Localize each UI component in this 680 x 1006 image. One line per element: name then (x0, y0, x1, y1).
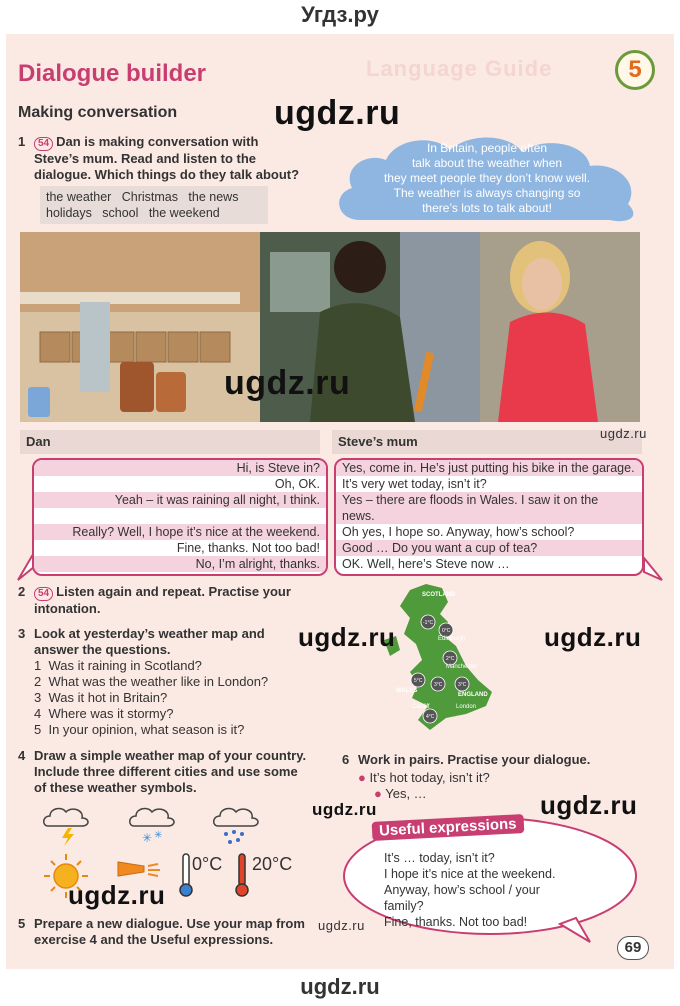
exercise-text: Include three different cities and use some (34, 764, 298, 779)
map-label: London (456, 704, 477, 710)
question-number: 3 (34, 690, 42, 705)
map-label: Cardiff (412, 704, 430, 710)
dan-speech-box (32, 458, 328, 576)
exercise-number: 6 (342, 752, 350, 767)
dan-line: Yeah – it was raining all night, I think. (34, 492, 326, 508)
exercise-number: 3 (18, 626, 26, 641)
exercise-1 (18, 134, 318, 184)
svg-text:✳: ✳ (154, 830, 163, 841)
cloud-line: The weather is always changing so (393, 186, 581, 200)
site-footer: ugdz.ru (300, 974, 380, 999)
map-temp: -1°C (423, 620, 434, 626)
speech-icon: ● (358, 770, 366, 785)
exercise-4 (18, 748, 338, 800)
hot-thermometer-icon (234, 852, 250, 898)
unit-number: 5 (628, 56, 642, 83)
useful-expressions-title: Useful expressions (372, 814, 524, 841)
audio-track-icon[interactable]: 54 (34, 587, 53, 601)
watermark: ugdz.ru (68, 880, 166, 910)
watermark: ugdz.ru (274, 94, 401, 132)
question-item (34, 722, 268, 738)
useful-line: family? (384, 899, 424, 913)
map-temp: 3°C (434, 682, 443, 688)
mum-speech-box (334, 458, 644, 576)
question-item (34, 658, 268, 674)
watermark: ugdz.ru (318, 918, 365, 933)
snow-icon (130, 809, 174, 845)
map-temp: 5°C (414, 678, 423, 684)
dialogue-header-dan: Dan (20, 430, 320, 454)
dialogue-header-mum: Steve’s mum (332, 430, 642, 454)
svg-text:✳: ✳ (142, 831, 153, 845)
map-temp: 3°C (458, 682, 467, 688)
map-label: WALES (396, 688, 418, 694)
exercise-text: Draw a simple weather map of your country. (34, 748, 307, 763)
cloud-line: there’s lots to talk about! (422, 201, 552, 215)
exercise-5 (18, 916, 338, 950)
map-temp: 4°C (426, 714, 435, 720)
uk-weather-map (382, 580, 512, 740)
speech-tail-right (642, 554, 666, 584)
mum-line: Yes, come in. He’s just putting his bike in the garage. (336, 460, 642, 476)
textbook-page (6, 34, 674, 969)
dan-line: No, I’m alright, thanks. (34, 556, 326, 572)
useful-line: I hope it’s nice at the weekend. (384, 867, 556, 881)
watermark: ugdz.ru (600, 426, 647, 441)
dan-line (34, 508, 326, 524)
exercise-text: Work in pairs. Practise your dialogue. (358, 752, 591, 767)
exercise-text: answer the questions. (34, 642, 171, 657)
mum-line: It’s very wet today, isn’t it? (342, 477, 487, 491)
question-number: 1 (34, 658, 42, 673)
mum-line: news. (336, 508, 642, 524)
useful-line: Anyway, how’s school / your (384, 883, 540, 897)
map-label: Edinburgh (438, 636, 466, 642)
cloud-line: In Britain, people often (426, 141, 548, 155)
exercise-number: 5 (18, 916, 26, 931)
question-text: Was it hot in Britain? (48, 690, 168, 705)
hot-temperature: 20°C (252, 854, 293, 874)
map-temp: 2°C (446, 656, 455, 662)
exercise-number: 1 (18, 134, 26, 149)
section-subtitle: Making conversation (18, 104, 178, 121)
question-number: 5 (34, 722, 42, 737)
watermark: ugdz.ru (224, 364, 351, 402)
exercise-number: 2 (18, 584, 26, 599)
question-number: 4 (34, 706, 42, 721)
map-temp: 0°C (442, 628, 451, 634)
storm-icon (44, 809, 88, 846)
speech-icon: ● (374, 786, 382, 801)
weather-symbols-row (42, 802, 282, 848)
rain-icon (214, 809, 258, 844)
exercise-text: Listen again and repeat. Practise your (56, 584, 291, 599)
watermark: ugdz.ru (544, 622, 642, 652)
word-box (40, 186, 268, 224)
dan-line: Oh, OK. (274, 477, 320, 491)
exercise-2 (18, 584, 338, 618)
exercise-text: dialogue. Which things do they talk about? (34, 167, 300, 182)
exercise-text: Prepare a new dialogue. Use your map from (34, 916, 305, 931)
dan-line: Fine, thanks. Not too bad! (176, 541, 320, 555)
useful-expressions-list (384, 850, 555, 930)
question-text: Where was it stormy? (48, 706, 174, 721)
question-text: In your opinion, what season is it? (48, 722, 245, 737)
map-label: Manchester (446, 664, 478, 670)
question-text: What was the weather like in London? (48, 674, 269, 689)
page-title: Dialogue builder (18, 60, 207, 87)
unit-badge (615, 50, 655, 90)
useful-line: It’s … today, isn’t it? (384, 851, 495, 865)
audio-track-icon[interactable]: 54 (34, 137, 53, 151)
watermark: ugdz.ru (312, 800, 377, 819)
map-label: SCOTLAND (422, 592, 456, 598)
watermark: ugdz.ru (540, 790, 638, 820)
mum-line: Yes – there are floods in Wales. I saw it on the (336, 492, 642, 508)
question-item (34, 674, 268, 690)
uk-map-shape (382, 580, 512, 740)
mum-line: Oh yes, I hope so. Anyway, how’s school? (342, 525, 575, 539)
dan-line: Really? Well, I hope it’s nice at the weekend. (34, 524, 326, 540)
watermark: ugdz.ru (298, 622, 396, 652)
exercise-text: of these weather symbols. (34, 780, 197, 795)
question-number: 2 (34, 674, 42, 689)
exercise-number: 4 (18, 748, 26, 763)
map-label: ENGLAND (458, 692, 488, 698)
cold-temperature: 0°C (192, 854, 223, 874)
background-heading: Language Guide (366, 56, 553, 81)
dan-line: Hi, is Steve in? (34, 460, 326, 476)
exercise-text: Look at yesterday’s weather map and (34, 626, 265, 641)
practice-line: Yes, … (385, 786, 427, 801)
cloud-line: talk about the weather when (411, 156, 563, 170)
useful-line: Fine, thanks. Not too bad! (384, 915, 528, 929)
exercise-3 (18, 626, 338, 746)
weather-symbols (42, 802, 282, 848)
exercise-text: intonation. (34, 601, 101, 616)
exercise-text: Dan is making conversation with (56, 134, 259, 149)
word-row: holidays school the weekend (46, 206, 220, 220)
practice-line: It’s hot today, isn’t it? (369, 770, 490, 785)
question-text: Was it raining in Scotland? (48, 658, 202, 673)
mum-line: OK. Well, here’s Steve now … (342, 557, 510, 571)
exercise-text: exercise 4 and the Useful expressions. (34, 932, 274, 947)
site-header: Угдз.ру (301, 2, 379, 27)
question-item (34, 706, 268, 722)
mum-line: Good … Do you want a cup of tea? (336, 540, 642, 556)
weather-fact-cloud (330, 132, 644, 224)
question-item (34, 690, 268, 706)
cloud-line: they meet people they don’t know well. (383, 171, 591, 185)
page-number: 69 (617, 936, 649, 960)
word-row: the weather Christmas the news (46, 190, 239, 204)
exercise-text: Steve’s mum. Read and listen to the (34, 151, 257, 166)
